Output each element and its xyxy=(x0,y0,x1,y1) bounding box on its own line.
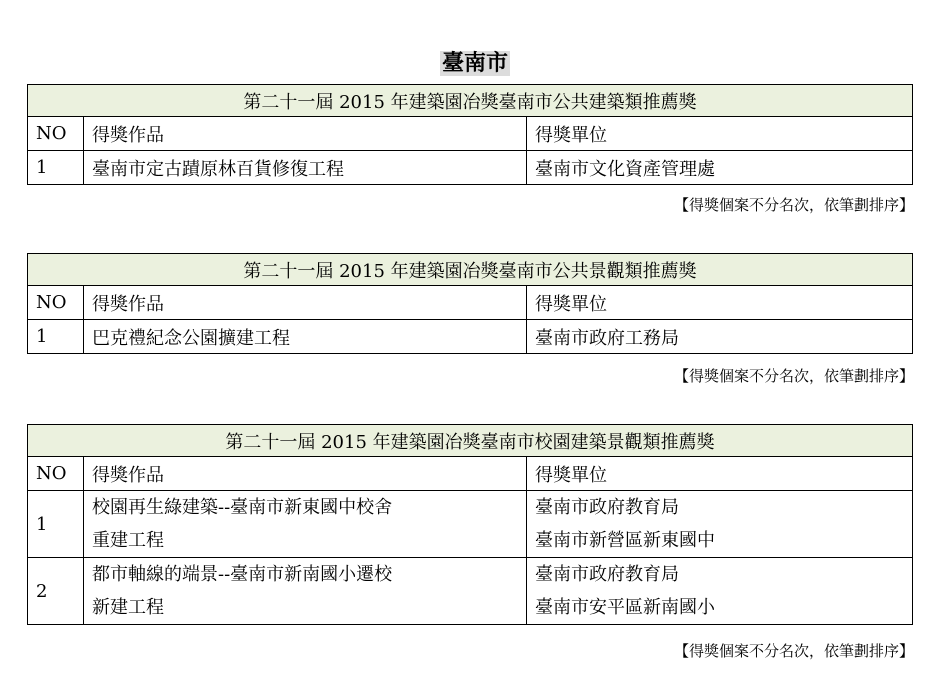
column-header-no: NO xyxy=(28,286,84,320)
award-table-public-architecture xyxy=(27,84,913,185)
row-no: 1 xyxy=(28,151,84,185)
ranking-note: 【得獎個案不分名次，依筆劃排序】 xyxy=(673,367,914,385)
ranking-note: 【得獎個案不分名次，依筆劃排序】 xyxy=(673,196,914,214)
row-unit xyxy=(527,558,913,625)
column-header-row xyxy=(28,457,913,491)
table-heading: 第二十一屆 2015 年建築園冶獎臺南市校園建築景觀類推薦獎 xyxy=(28,425,913,457)
table-row xyxy=(28,491,913,558)
row-no: 1 xyxy=(28,491,84,558)
column-header-unit: 得獎單位 xyxy=(527,286,913,320)
row-unit-line: 臺南市安平區新南國小 xyxy=(535,597,715,618)
award-table-campus xyxy=(27,424,913,625)
row-work xyxy=(84,320,527,354)
row-unit-line: 臺南市政府工務局 xyxy=(535,327,679,349)
table-row xyxy=(28,151,913,185)
row-work-line: 臺南市定古蹟原林百貨修復工程 xyxy=(92,158,344,180)
column-header-no: NO xyxy=(28,457,84,491)
column-header-work: 得獎作品 xyxy=(84,457,527,491)
table-row xyxy=(28,558,913,625)
ranking-note: 【得獎個案不分名次，依筆劃排序】 xyxy=(673,642,914,660)
table-heading: 第二十一屆 2015 年建築園冶獎臺南市公共景觀類推薦獎 xyxy=(28,254,913,286)
column-header-row xyxy=(28,117,913,151)
table-heading-row xyxy=(28,254,913,286)
column-header-no: NO xyxy=(28,117,84,151)
column-header-unit: 得獎單位 xyxy=(527,457,913,491)
column-header-work: 得獎作品 xyxy=(84,286,527,320)
row-work-line: 重建工程 xyxy=(92,530,164,551)
row-unit xyxy=(527,491,913,558)
row-work xyxy=(84,491,527,558)
table-heading: 第二十一屆 2015 年建築園冶獎臺南市公共建築類推薦獎 xyxy=(28,85,913,117)
page-title xyxy=(0,50,950,78)
column-header-row xyxy=(28,286,913,320)
table-row xyxy=(28,320,913,354)
row-no: 2 xyxy=(28,558,84,625)
row-unit-line: 臺南市政府教育局 xyxy=(535,497,679,518)
row-unit xyxy=(527,320,913,354)
row-work xyxy=(84,558,527,625)
row-work-line: 巴克禮紀念公園擴建工程 xyxy=(92,327,290,349)
column-header-work: 得獎作品 xyxy=(84,117,527,151)
row-unit xyxy=(527,151,913,185)
column-header-unit: 得獎單位 xyxy=(527,117,913,151)
row-work-line: 新建工程 xyxy=(92,597,164,618)
row-unit-line: 臺南市文化資產管理處 xyxy=(535,158,715,180)
row-unit-line: 臺南市政府教育局 xyxy=(535,564,679,585)
table-heading-row xyxy=(28,85,913,117)
row-work-line: 都市軸線的端景--臺南市新南國小遷校 xyxy=(92,564,393,585)
page-title-text: 臺南市 xyxy=(441,51,508,76)
table-heading-row xyxy=(28,425,913,457)
award-table-public-landscape xyxy=(27,253,913,354)
row-work xyxy=(84,151,527,185)
row-no: 1 xyxy=(28,320,84,354)
row-work-line: 校園再生綠建築--臺南市新東國中校舍 xyxy=(92,497,393,518)
row-unit-line: 臺南市新營區新東國中 xyxy=(535,530,715,551)
